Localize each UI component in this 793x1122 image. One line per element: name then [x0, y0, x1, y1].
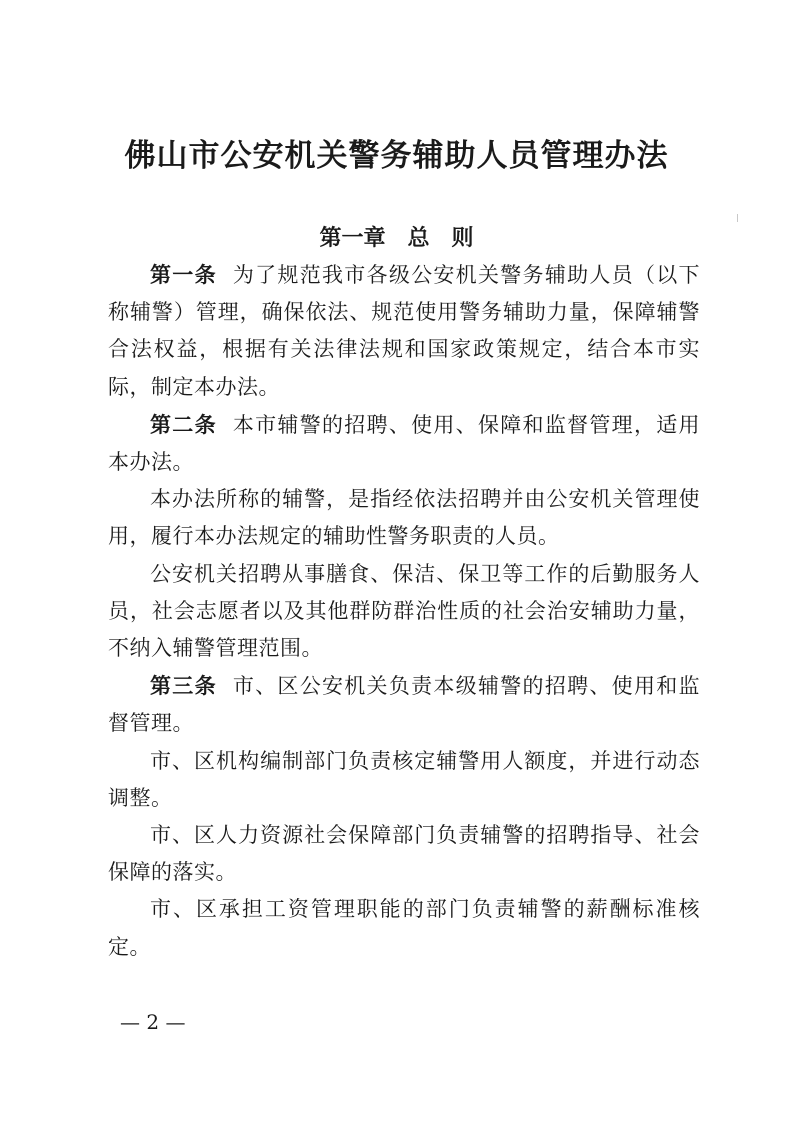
article-label: 第三条	[150, 673, 217, 699]
paragraph-article-3	[108, 667, 700, 742]
page-number: — 2 —	[120, 1010, 186, 1034]
paragraph	[108, 481, 700, 555]
chapter-label: 第一章	[319, 225, 386, 251]
document-body	[108, 256, 700, 966]
paragraph	[108, 743, 700, 817]
paragraph	[108, 817, 700, 891]
paragraph-text: 市、区人力资源社会保障部门负责辅警的招聘指导、社会保障的落实。	[108, 823, 700, 885]
paragraph	[108, 891, 700, 965]
paragraph-text: 本办法所称的辅警，是指经依法招聘并由公安机关管理使用，履行本办法规定的辅助性警务职责的人员。	[108, 487, 700, 549]
paragraph-text: 公安机关招聘从事膳食、保洁、保卫等工作的后勤服务人员，社会志愿者以及其他群防群治性质的社会治安辅助力量，不纳入辅警管理范围。	[108, 561, 700, 661]
article-label: 第一条	[150, 262, 217, 287]
paragraph	[108, 556, 700, 668]
paragraph-article-2	[108, 406, 700, 481]
paragraph-article-1	[108, 256, 700, 406]
paragraph-text: 市、区公安机关负责本级辅警的招聘、使用和监督管理。	[108, 674, 701, 736]
paragraph-text: 为了规范我市各级公安机关警务辅助人员（以下称辅警）管理，确保依法、规范使用警务辅助力量，保障辅警合法权益，根据有关法律法规和国家政策规定，结合本市实际，制定本办法。	[108, 263, 701, 399]
paragraph-text: 本市辅警的招聘、使用、保障和监督管理，适用本办法。	[108, 412, 701, 475]
article-label: 第二条	[150, 411, 217, 437]
document-title: 佛山市公安机关警务辅助人员管理办法	[124, 138, 669, 174]
paragraph-text: 市、区机构编制部门负责核定辅警用人额度，并进行动态调整。	[108, 748, 700, 810]
chapter-heading	[0, 222, 793, 254]
paragraph-text: 市、区承担工资管理职能的部门负责辅警的薪酬标准核定。	[108, 897, 700, 959]
scan-mark	[737, 214, 738, 222]
chapter-name: 总 则	[407, 225, 474, 251]
